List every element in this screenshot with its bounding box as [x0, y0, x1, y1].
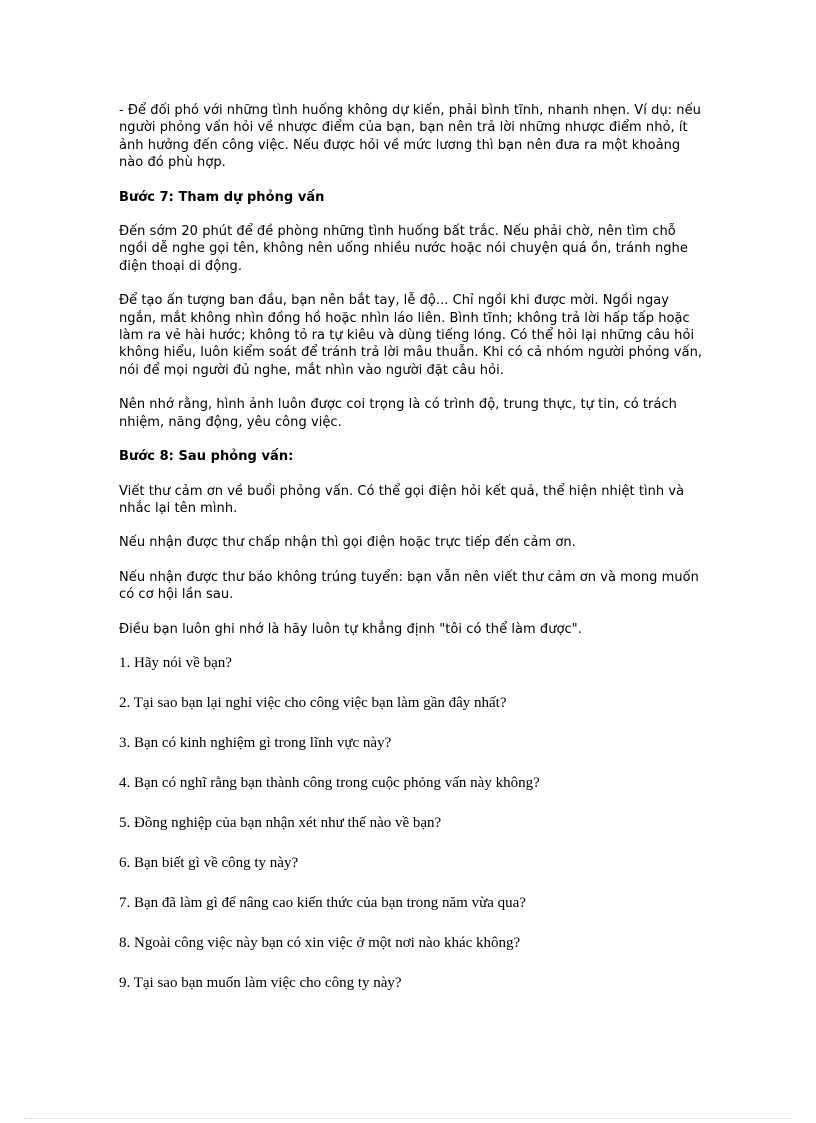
question-item: 2. Tại sao bạn lại nghỉ việc cho công việc bạn làm gần đây nhất? [119, 695, 507, 711]
step8-paragraph-3: Nếu nhận được thư báo không trúng tuyển: bạn vẫn nên viết thư cảm ơn và mong muốn có cơ hội lần sau. [119, 569, 699, 603]
step8-heading: Bước 8: Sau phỏng vấn: [119, 449, 294, 465]
step8-paragraph-2: Nếu nhận được thư chấp nhận thì gọi điện hoặc trực tiếp đến cảm ơn. [119, 535, 576, 551]
question-item: 7. Bạn đã làm gì để nâng cao kiến thức của bạn trong năm vừa qua? [119, 895, 526, 911]
interview-question-list [119, 652, 540, 1012]
question-item: 3. Bạn có kinh nghiệm gì trong lĩnh vực này? [119, 735, 392, 751]
document-body [119, 102, 704, 655]
question-item: 6. Bạn biết gì về công ty này? [119, 855, 299, 871]
page-bottom-divider [24, 1118, 792, 1119]
step7-heading: Bước 7: Tham dự phỏng vấn [119, 189, 325, 205]
step7-paragraph-3: Nên nhớ rằng, hình ảnh luôn được coi trọng là có trình độ, trung thực, tự tin, có trách nhiệm, năng động, yêu công việc. [119, 397, 677, 430]
intro-paragraph: - Để đối phó với những tình huống không dự kiến, phải bình tĩnh, nhanh nhẹn. Ví dụ: nếu người phỏng vấn hỏi về nhược điểm của bạn, bạn nên trả lời những nhược điểm nhỏ, ít ảnh hưởng đến công việc. Nếu được hỏi về mức lương thì bạn nên đưa ra một khoảng nào đó phù hợp. [119, 103, 701, 171]
question-item: 8. Ngoài công việc này bạn có xin việc ở một nơi nào khác không? [119, 935, 521, 951]
step8-paragraph-1: Viết thư cảm ơn về buổi phỏng vấn. Có thể gọi điện hỏi kết quả, thể hiện nhiệt tình và nhắc lại tên mình. [119, 483, 685, 516]
question-item: 9. Tại sao bạn muốn làm việc cho công ty này? [119, 975, 402, 991]
question-item: 4. Bạn có nghĩ rằng bạn thành công trong cuộc phỏng vấn này không? [119, 775, 540, 791]
step8-paragraph-4: Điều bạn luôn ghi nhớ là hãy luôn tự khẳng định "tôi có thể làm được". [119, 621, 582, 637]
question-item: 1. Hãy nói về bạn? [119, 655, 232, 671]
step7-paragraph-1: Đến sớm 20 phút để đề phòng những tình huống bất trắc. Nếu phải chờ, nên tìm chỗ ngồi dễ nghe gọi tên, không nên uống nhiều nước hoặc nói chuyện quá ồn, tránh nghe điện thoại di động. [119, 224, 688, 274]
question-item: 5. Đồng nghiệp của bạn nhận xét như thế nào về bạn? [119, 815, 442, 831]
step7-paragraph-2: Để tạo ấn tượng ban đầu, bạn nên bắt tay, lễ độ... Chỉ ngồi khi được mời. Ngồi ngay ngắn, mắt không nhìn đồng hồ hoặc nhìn láo liên. Bình tĩnh; không trả lời hấp tấp hoặc làm ra vẻ hài hước; không tỏ ra tự kiêu và dùng tiếng lóng. Có thể hỏi lại những câu hỏi không hiểu, luôn kiểm soát để tránh trả lời mâu thuẫn. Khi có cả nhóm người phỏng vấn, nói để mọi người đủ nghe, mắt nhìn vào người đặt câu hỏi. [119, 293, 703, 378]
